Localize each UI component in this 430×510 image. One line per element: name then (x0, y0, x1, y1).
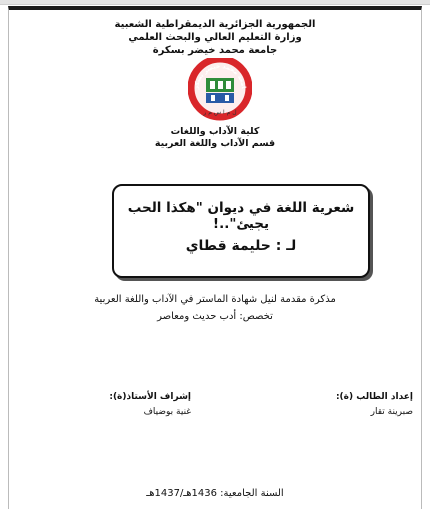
student-block (303, 390, 413, 420)
ministry-header: وزارة التعليم العالي والبحث العلمي (128, 32, 302, 43)
viewer-top-bar (0, 0, 430, 5)
document-page (8, 6, 422, 509)
logo-blue-block (206, 93, 234, 103)
republic-header: الجمهورية الجزائرية الديمقراطية الشعبية (114, 19, 316, 30)
university-header: جامعة محمد خيضر بسكرة (152, 45, 278, 56)
faculty-name: كلية الآداب واللغات (170, 126, 260, 137)
title-box (112, 184, 370, 278)
supervisor-label: إشراف الأستاذ(ة): (109, 392, 191, 402)
logo-ring-text: امعة محمد خيضر بسكر (192, 62, 247, 90)
university-logo (188, 58, 252, 122)
thesis-author: لـ : حليمة قطاي (185, 238, 297, 254)
supervisor-name: غنية بوضياف (143, 407, 191, 417)
thesis-title: شعرية اللغة في ديوان "هكذا الحب يجيئ"..! (127, 200, 355, 232)
logo-banner-text: ل م ا س م ر (203, 109, 237, 116)
memo-specialty: تخصص: أدب حديث ومعاصر (157, 311, 273, 322)
academic-year: السنة الجامعية: 1436هـ/1437هـ (146, 488, 284, 499)
memo-line-1: مذكرة مقدمة لنيل شهادة الماستر في الآداب واللغة العربية (94, 294, 336, 305)
supervisor-block (81, 390, 191, 420)
department-name: قسم الآداب واللغة العربية (154, 138, 276, 149)
student-name: صبرينة تقار (370, 407, 413, 417)
student-label: إعداد الطالب (ة): (335, 392, 413, 402)
